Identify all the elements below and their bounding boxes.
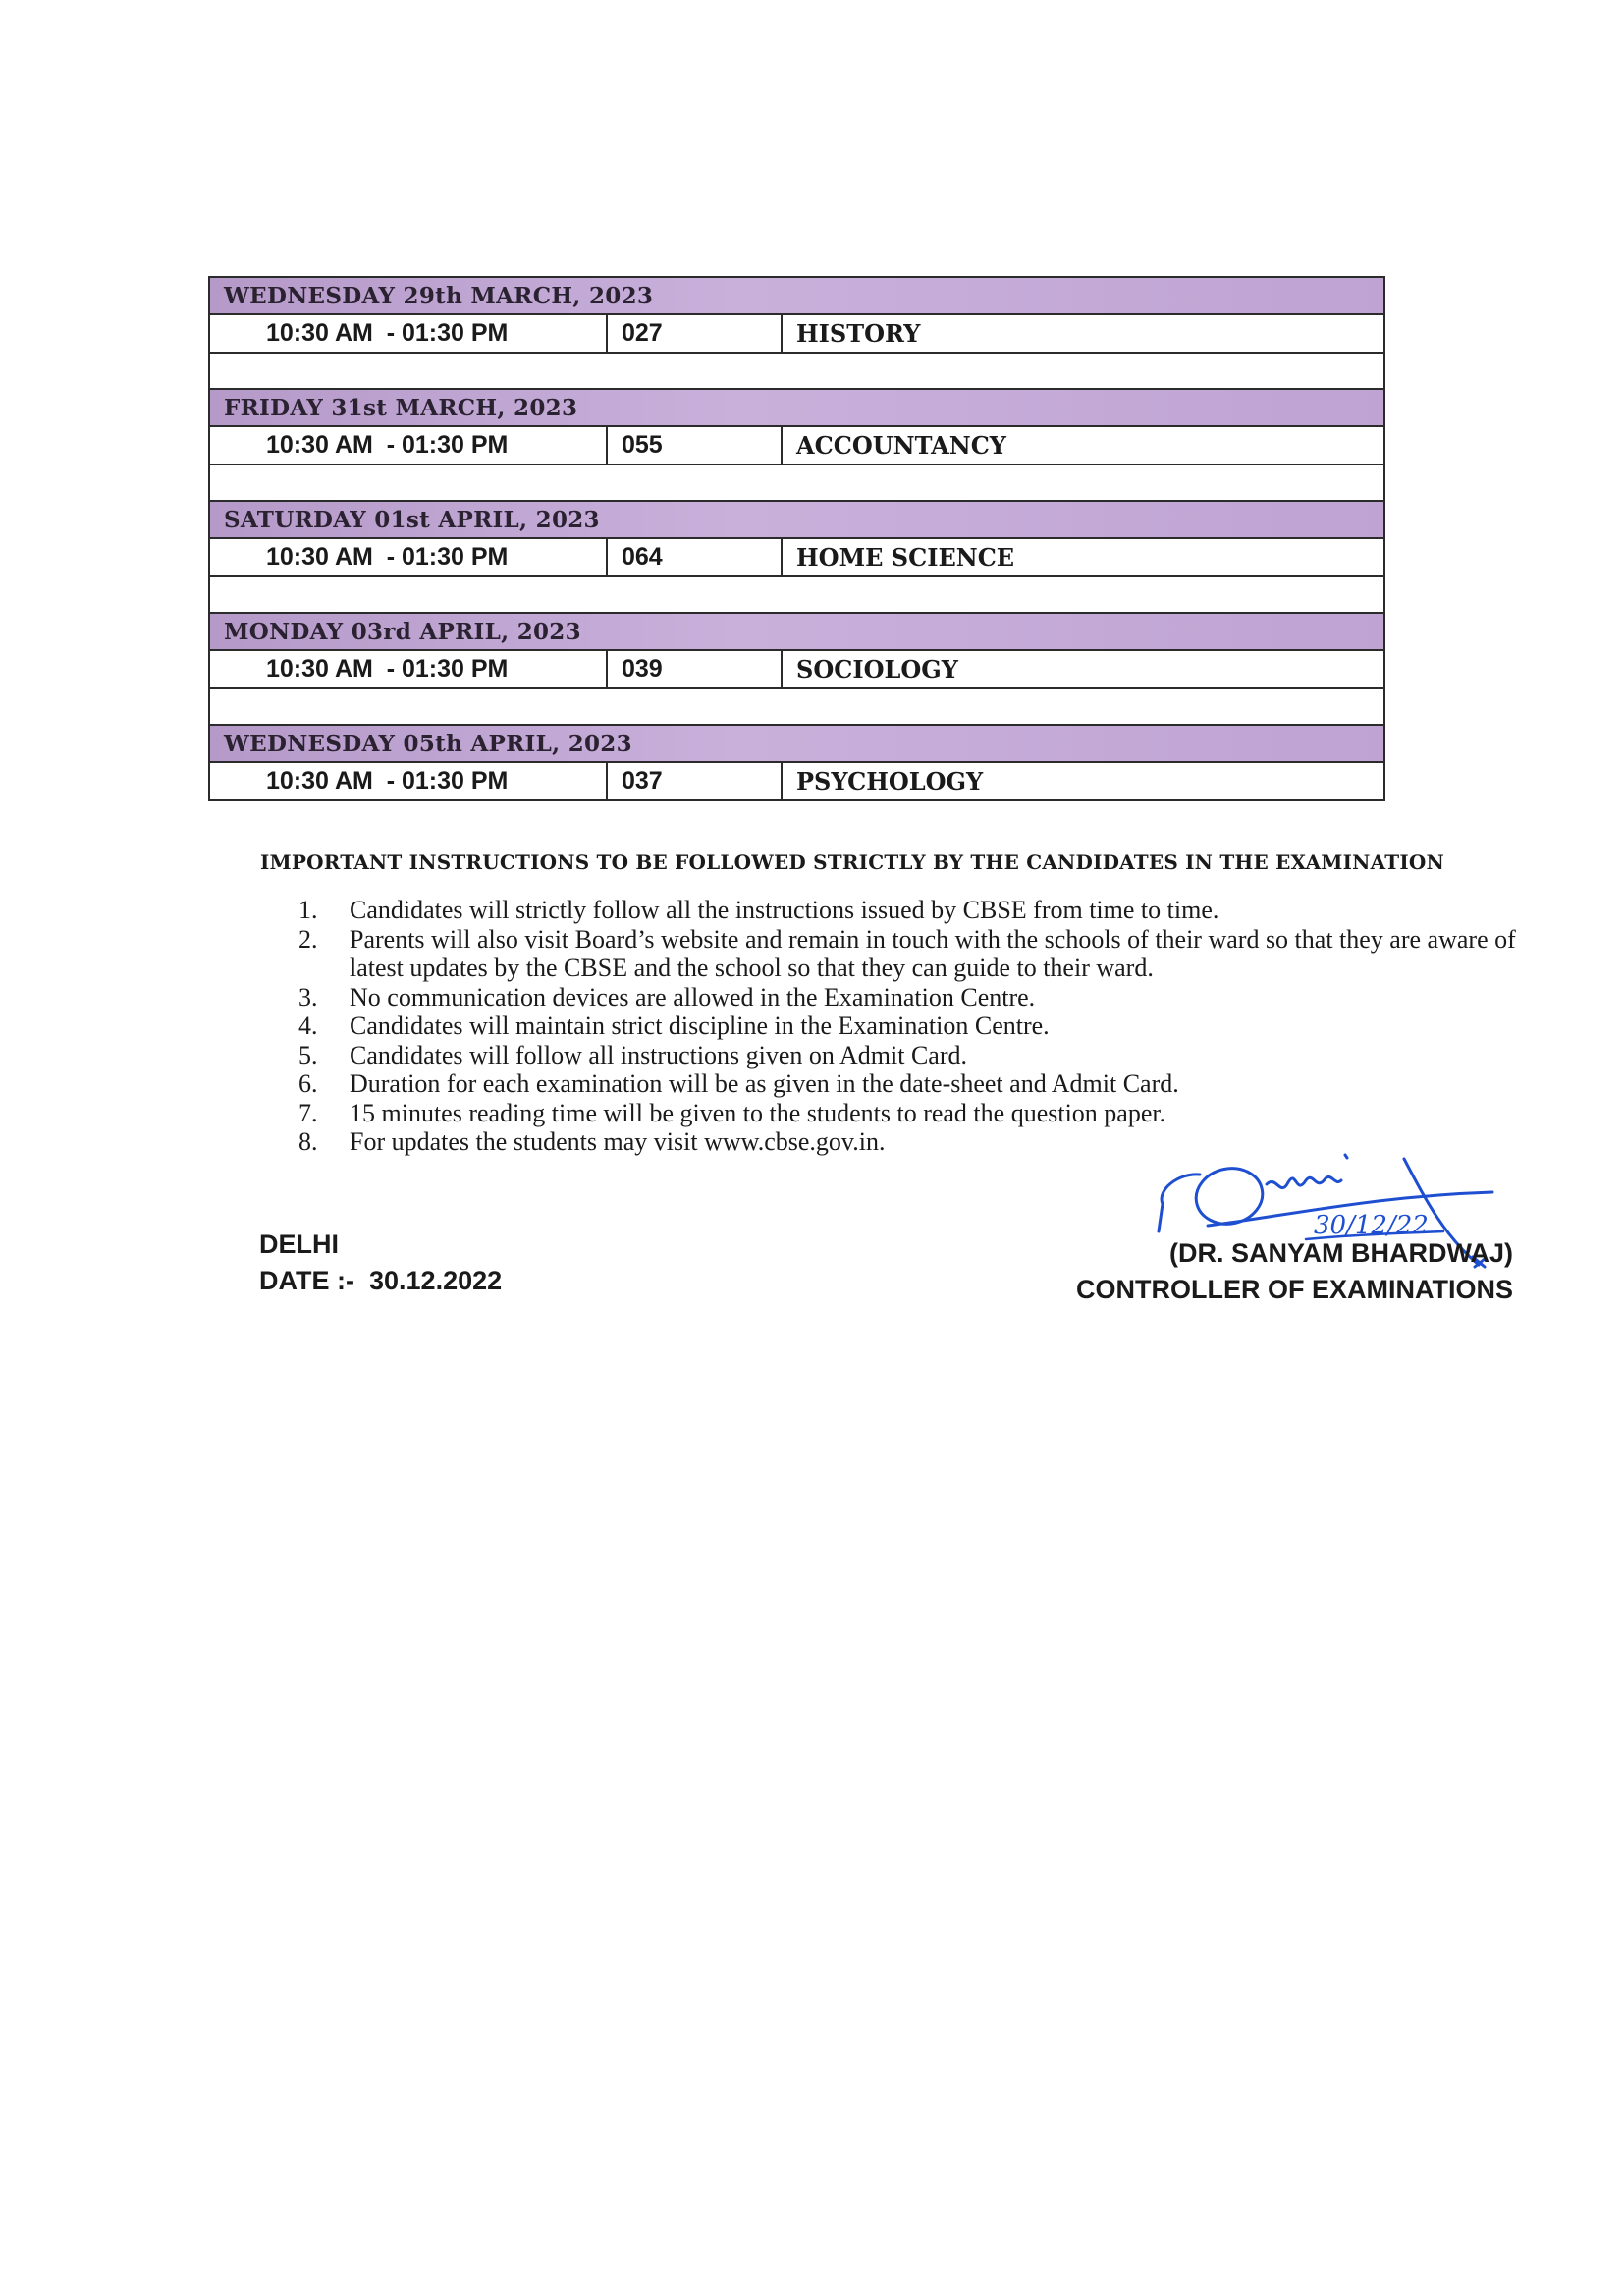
instructions-list	[298, 896, 1575, 1157]
instruction-text: Duration for each examination will be as given in the date-sheet and Admit Card.	[350, 1069, 1179, 1098]
exam-slot-row	[209, 762, 1384, 800]
exam-time: 10:30 AM - 01:30 PM	[209, 426, 607, 465]
instruction-text: 15 minutes reading time will be given to the students to read the question paper.	[350, 1098, 1166, 1127]
exam-time: 10:30 AM - 01:30 PM	[209, 314, 607, 353]
instruction-item	[298, 1041, 1575, 1070]
instruction-text: Candidates will maintain strict discipline in the Examination Centre.	[350, 1011, 1050, 1040]
spacer-row	[209, 576, 1384, 613]
spacer-row	[209, 465, 1384, 501]
subject-name: HISTORY	[782, 314, 1384, 353]
instruction-number: 3.	[298, 982, 318, 1011]
exam-slot-row	[209, 314, 1384, 353]
spacer-row	[209, 353, 1384, 389]
exam-date: WEDNESDAY 29th MARCH, 2023	[209, 277, 1384, 314]
subject-name: PSYCHOLOGY	[782, 762, 1384, 800]
instruction-number: 5.	[298, 1040, 318, 1069]
instruction-number: 7.	[298, 1098, 318, 1127]
instruction-text: Parents will also visit Board’s website and remain in touch with the schools of their ward so that they are aware of latest updates by the CBSE and the school so that they can guide to their ward.	[350, 924, 1516, 982]
subject-code: 027	[607, 314, 782, 353]
instruction-number: 6.	[298, 1069, 318, 1098]
instruction-number: 1.	[298, 896, 318, 924]
exam-time: 10:30 AM - 01:30 PM	[209, 650, 607, 688]
place-label: DELHI	[259, 1230, 339, 1259]
subject-name: SOCIOLOGY	[782, 650, 1384, 688]
exam-date: FRIDAY 31st MARCH, 2023	[209, 389, 1384, 426]
date-row	[209, 277, 1384, 314]
instruction-item	[298, 1099, 1575, 1128]
date-row	[209, 613, 1384, 650]
subject-code: 037	[607, 762, 782, 800]
date-row	[209, 501, 1384, 538]
exam-date: MONDAY 03rd APRIL, 2023	[209, 613, 1384, 650]
exam-date: WEDNESDAY 05th APRIL, 2023	[209, 725, 1384, 762]
exam-slot-row	[209, 426, 1384, 465]
date-value: 30.12.2022	[369, 1266, 503, 1295]
exam-date: SATURDAY 01st APRIL, 2023	[209, 501, 1384, 538]
subject-code: 064	[607, 538, 782, 576]
subject-name: HOME SCIENCE	[782, 538, 1384, 576]
issue-date	[259, 1263, 502, 1299]
subject-name: ACCOUNTANCY	[782, 426, 1384, 465]
signatory-block	[1076, 1235, 1513, 1308]
instruction-text: No communication devices are allowed in the Examination Centre.	[350, 982, 1036, 1011]
exam-time: 10:30 AM - 01:30 PM	[209, 762, 607, 800]
instruction-number: 2.	[298, 924, 318, 954]
instruction-item	[298, 925, 1575, 983]
instruction-text: For updates the students may visit www.cbse.gov.in.	[350, 1127, 886, 1156]
instruction-number: 8.	[298, 1127, 318, 1156]
subject-code: 055	[607, 426, 782, 465]
instruction-item	[298, 1011, 1575, 1041]
instruction-text: Candidates will follow all instructions given on Admit Card.	[350, 1040, 967, 1069]
date-label: DATE :-	[259, 1266, 354, 1295]
signature-date: 30/12/22	[1314, 1211, 1429, 1240]
instruction-item	[298, 983, 1575, 1012]
exam-slot-row	[209, 650, 1384, 688]
date-row	[209, 389, 1384, 426]
date-sheet-table	[208, 276, 1385, 801]
subject-code: 039	[607, 650, 782, 688]
exam-slot-row	[209, 538, 1384, 576]
instruction-item	[298, 896, 1575, 925]
place-and-date	[259, 1227, 502, 1299]
spacer-row	[209, 688, 1384, 725]
signatory-title: CONTROLLER OF EXAMINATIONS	[1076, 1275, 1513, 1304]
date-row	[209, 725, 1384, 762]
exam-time: 10:30 AM - 01:30 PM	[209, 538, 607, 576]
instruction-number: 4.	[298, 1011, 318, 1040]
instructions-heading: IMPORTANT INSTRUCTIONS TO BE FOLLOWED STRICTLY BY THE CANDIDATES IN THE EXAMINATION	[260, 850, 1445, 874]
signatory-name: (DR. SANYAM BHARDWAJ)	[1168, 1238, 1513, 1268]
instruction-item	[298, 1069, 1575, 1099]
instruction-text: Candidates will strictly follow all the instructions issued by CBSE from time to time.	[350, 896, 1219, 924]
